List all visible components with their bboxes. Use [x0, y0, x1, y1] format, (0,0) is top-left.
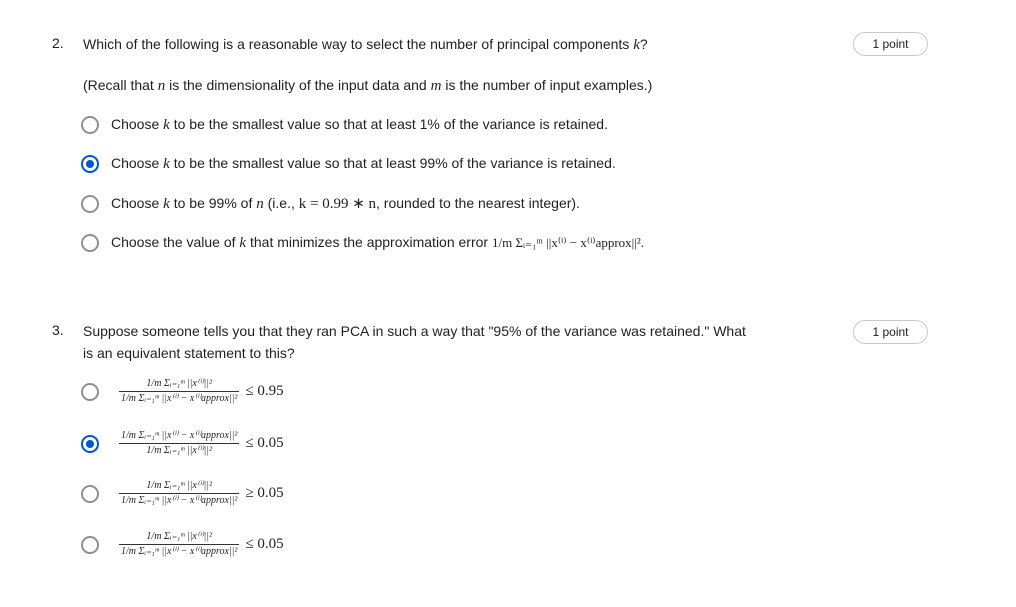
- question-text: Which of the following is a reasonable way to select the number of principal components k?: [83, 36, 648, 53]
- option-label: Choose k to be 99% of n (i.e., k = 0.99 ∗ n, rounded to the nearest integer).: [111, 195, 580, 212]
- q3-option-3[interactable]: [81, 480, 284, 507]
- relation: ≤ 0.05: [245, 435, 284, 451]
- radio-button[interactable]: [81, 383, 99, 401]
- q2-option-4[interactable]: [81, 234, 644, 252]
- q3-option-2[interactable]: [81, 430, 284, 457]
- radio-button-selected[interactable]: [81, 435, 99, 453]
- fraction: $\frac{\text{1/m Σᵢ₌₁ᵐ ||x⁽ⁱ⁾||²}}{\text{1/m Σᵢ₌₁ᵐ ||x⁽ⁱ⁾ − x⁽ⁱ⁾approx||²}}$: [121, 531, 238, 557]
- fraction: $\frac{\text{1/m Σᵢ₌₁ᵐ ||x⁽ⁱ⁾ − x⁽ⁱ⁾approx||²}}{\text{1/m Σᵢ₌₁ᵐ ||x⁽ⁱ⁾||²}}$: [121, 430, 238, 456]
- q3-option-4[interactable]: [81, 531, 284, 558]
- relation: ≤ 0.95: [245, 383, 284, 399]
- relation: ≥ 0.05: [245, 485, 284, 501]
- points-badge: 1 point: [853, 32, 928, 56]
- radio-button-selected[interactable]: [81, 155, 99, 173]
- q3-option-1[interactable]: [81, 378, 284, 405]
- question-text: Suppose someone tells you that they ran PCA in such a way that "95% of the variance was retained." What is an equivalent statement to this?: [83, 323, 746, 361]
- radio-button[interactable]: [81, 195, 99, 213]
- formula: 1/m Σᵢ₌₁ᵐ ||x⁽ⁱ⁾ − x⁽ⁱ⁾approx||².: [491, 235, 645, 250]
- option-label: Choose k to be the smallest value so that at least 99% of the variance is retained.: [111, 155, 616, 172]
- radio-button[interactable]: [81, 536, 99, 554]
- question-number: 2.: [52, 35, 64, 51]
- question-number: 3.: [52, 322, 64, 338]
- radio-button[interactable]: [81, 485, 99, 503]
- option-label: Choose the value of k that minimizes the approximation error 1/m Σᵢ₌₁ᵐ ||x⁽ⁱ⁾ − x⁽ⁱ⁾approx||².: [111, 234, 645, 251]
- option-label: Choose k to be the smallest value so that at least 1% of the variance is retained.: [111, 116, 608, 133]
- q2-option-2[interactable]: [81, 155, 616, 173]
- q2-option-1[interactable]: [81, 116, 608, 134]
- radio-button[interactable]: [81, 234, 99, 252]
- fraction: $\frac{\text{1/m Σᵢ₌₁ᵐ ||x⁽ⁱ⁾||²}}{\text{1/m Σᵢ₌₁ᵐ ||x⁽ⁱ⁾ − x⁽ⁱ⁾approx||²}}$: [121, 378, 238, 404]
- relation: ≤ 0.05: [245, 536, 284, 552]
- fraction: $\frac{\text{1/m Σᵢ₌₁ᵐ ||x⁽ⁱ⁾||²}}{\text{1/m Σᵢ₌₁ᵐ ||x⁽ⁱ⁾ − x⁽ⁱ⁾approx||²}}$: [121, 480, 238, 506]
- formula: k = 0.99 ∗ n: [298, 196, 377, 212]
- q2-option-3[interactable]: [81, 194, 580, 213]
- recall-note: (Recall that n is the dimensionality of the input data and m is the number of input examples.): [83, 77, 653, 94]
- radio-button[interactable]: [81, 116, 99, 134]
- points-badge: 1 point: [853, 320, 928, 344]
